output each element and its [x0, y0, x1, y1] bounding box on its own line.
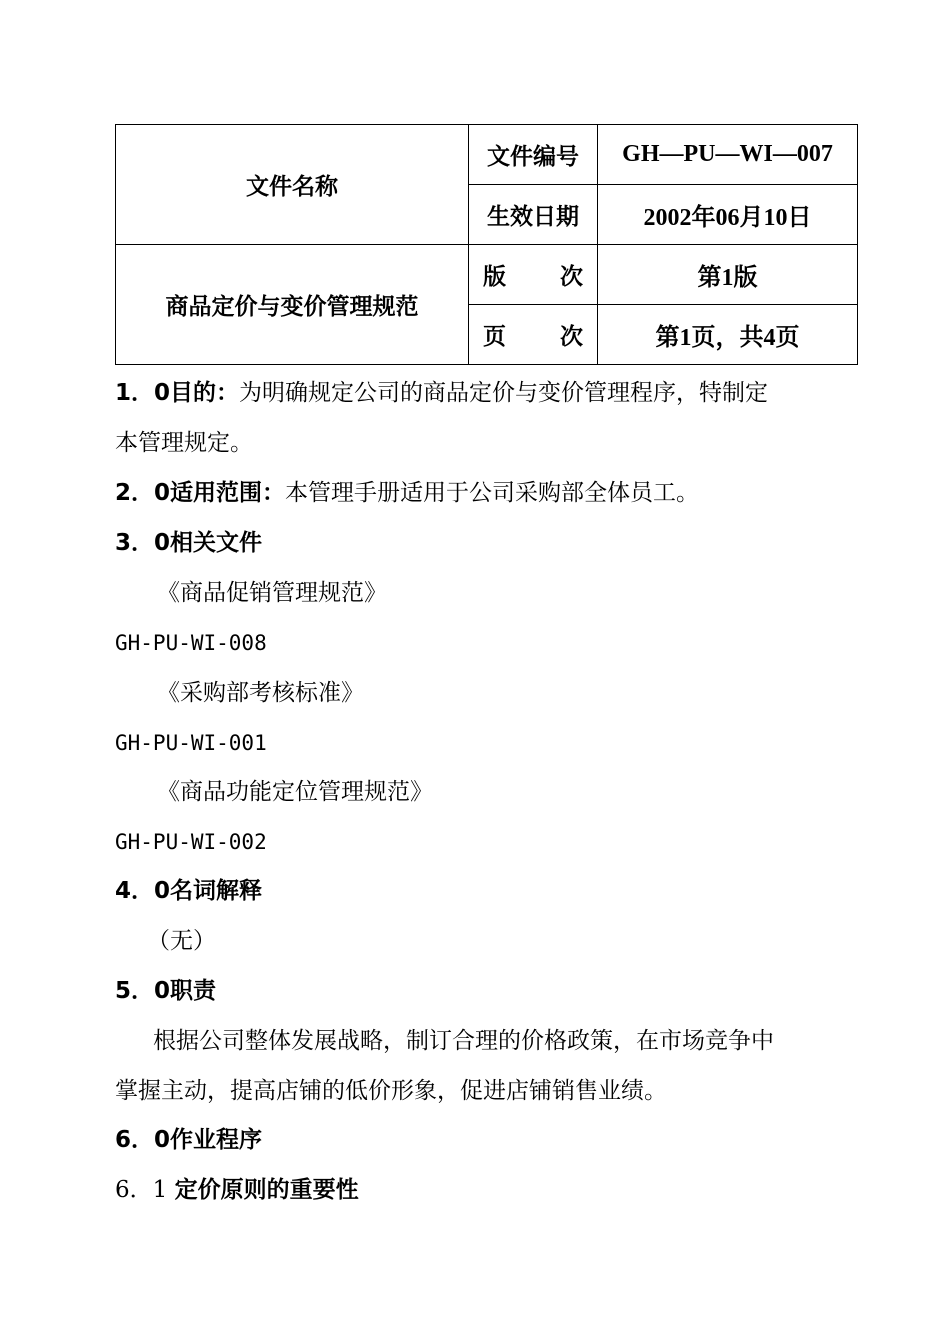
section-6-1-number: 6．1: [115, 1177, 168, 1203]
section-4-heading: 4．0名词解释: [115, 878, 263, 904]
section-1-line-2: 本管理规定。: [115, 430, 253, 456]
version-label: [469, 245, 598, 305]
effective-date-value: 2002年06月10日: [598, 185, 858, 245]
section-2-heading: 2．0适用范围：: [115, 480, 286, 506]
document-header-table: [115, 124, 858, 365]
related-doc-code: GH-PU-WI-008: [115, 631, 267, 655]
section-1-text: 为明确规定公司的商品定价与变价管理程序，特制定: [239, 380, 769, 406]
section-3-heading: 3．0相关文件: [115, 530, 263, 556]
related-doc-title: 《商品促销管理规范》: [157, 580, 387, 606]
section-2-text: 本管理手册适用于公司采购部全体员工。: [285, 480, 700, 506]
section-5-text-line-2: 掌握主动，提高店铺的低价形象，促进店铺销售业绩。: [115, 1078, 667, 1104]
page-value: 第1页，共4页: [598, 305, 858, 365]
section-4-text: （无）: [147, 928, 216, 954]
document-title: 商品定价与变价管理规范: [116, 245, 469, 365]
file-number-label: 文件编号: [469, 125, 598, 185]
page-label: [469, 305, 598, 365]
section-5-text-line-1: 根据公司整体发展战略，制订合理的价格政策，在市场竞争中: [153, 1028, 774, 1054]
related-doc-code: GH-PU-WI-002: [115, 830, 267, 854]
section-5-heading: 5．0职责: [115, 978, 217, 1004]
related-doc-title: 《采购部考核标准》: [157, 680, 364, 706]
version-label-left: 版: [483, 264, 506, 290]
section-1-line-1: [115, 378, 768, 408]
section-6-heading: 6．0作业程序: [115, 1127, 263, 1153]
version-value: 第1版: [598, 245, 858, 305]
effective-date-label: 生效日期: [469, 185, 598, 245]
page-label-right: 次: [560, 324, 583, 350]
section-6-1-line: [115, 1175, 359, 1205]
section-6-1-heading: 定价原则的重要性: [174, 1177, 359, 1203]
section-2-line: [115, 478, 699, 508]
file-number-value: GH—PU—WI—007: [598, 125, 858, 185]
page-label-left: 页: [483, 324, 506, 350]
file-name-label: 文件名称: [116, 125, 469, 245]
version-label-right: 次: [560, 264, 583, 290]
section-1-heading: 1．0目的：: [115, 380, 240, 406]
related-doc-title: 《商品功能定位管理规范》: [157, 779, 433, 805]
related-doc-code: GH-PU-WI-001: [115, 731, 267, 755]
